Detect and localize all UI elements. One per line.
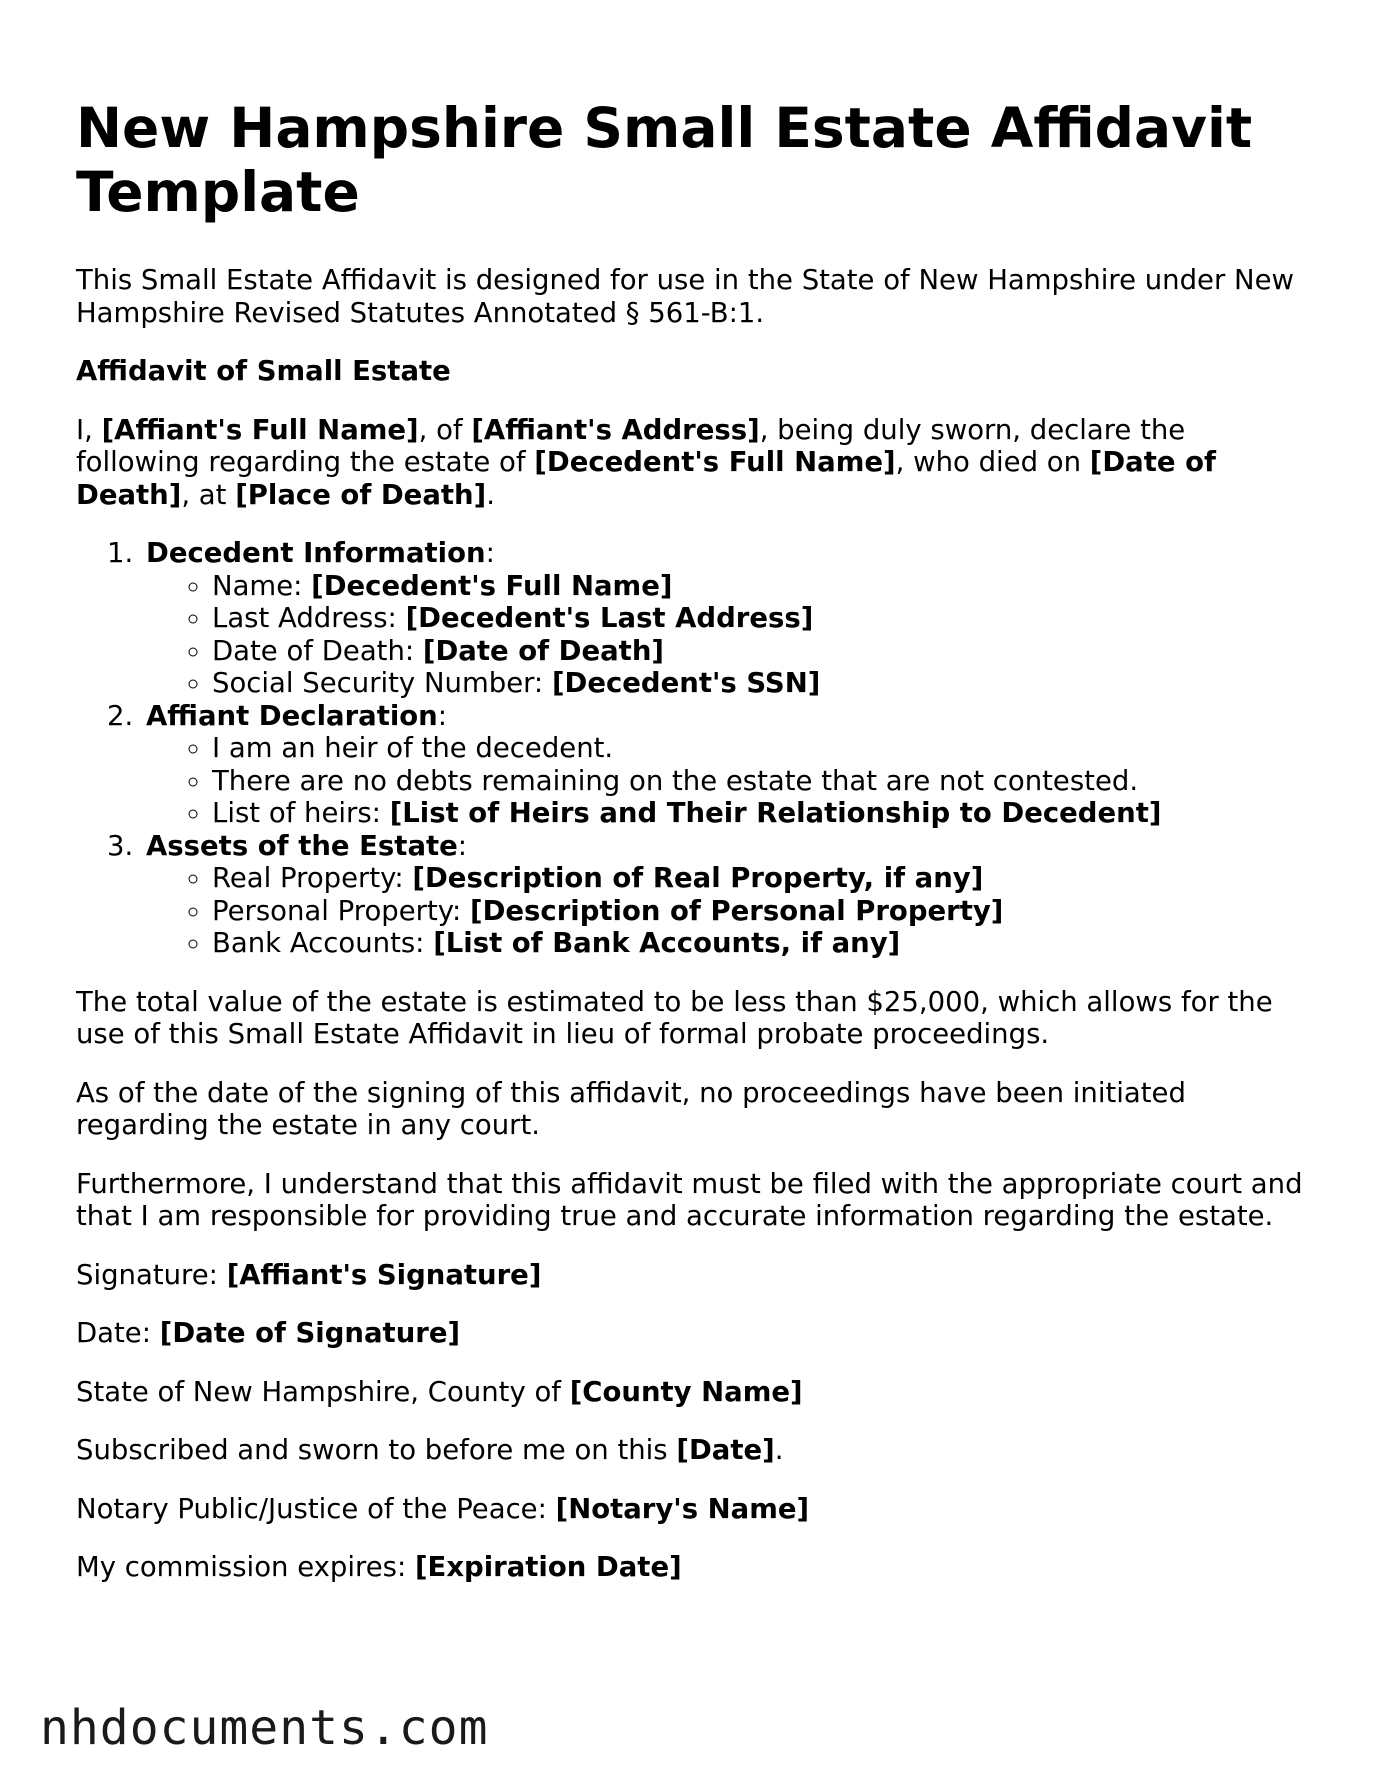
notary-line: Notary Public/Justice of the Peace: [Notary's Name] <box>76 1492 810 1525</box>
proceedings-paragraph: As of the date of the signing of this affidavit, no proceedings have been initiated regarding the estate in any court. <box>76 1076 1186 1141</box>
section-affiant-declaration: 2. Affiant Declaration: ◦ I am an heir of the decedent. ◦ There are no debts remaining on the estate that are not contested. ◦ List of heirs: [List of Heirs and Their Relationship to Decedent] <box>142 700 1316 830</box>
section-decedent-information: 1. Decedent Information: ◦ Name: [Decedent's Full Name] ◦ Last Address: [Decedent's Last Address] ◦ Date of Death: [Date of Death] ◦ Social Security Number: [Decedent's SSN] <box>142 537 1316 700</box>
county-line: State of New Hampshire, County of [County Name] <box>76 1375 803 1408</box>
document-page <box>76 96 1316 1610</box>
affiant-address-placeholder: [Affiant's Address] <box>471 413 760 446</box>
list-item: ◦ Date of Death: [Date of Death] <box>212 635 1316 668</box>
list-item: ◦ Personal Property: [Description of Personal Property] <box>212 895 1316 928</box>
decedent-name-placeholder: [Decedent's Full Name] <box>534 446 896 478</box>
list-item: ◦ Real Property: [Description of Real Property, if any] <box>212 862 1316 895</box>
furthermore-paragraph: Furthermore, I understand that this affidavit must be filed with the appropriate court and that I am responsible for providing true and accurate information regarding the estate. <box>76 1167 1303 1232</box>
assets-list <box>146 862 1316 960</box>
list-item: ◦ I am an heir of the decedent. <box>212 732 1316 765</box>
affiant-name-placeholder: [Affiant's Full Name] <box>101 413 419 446</box>
sworn-line: Subscribed and sworn to before me on this [Date]. <box>76 1434 784 1466</box>
site-watermark: nhdocuments.com <box>40 1700 489 1756</box>
date-line: Date: [Date of Signature] <box>76 1317 461 1349</box>
section-assets-of-estate: 3. Assets of the Estate: ◦ Real Property: [Description of Real Property, if any] ◦ Personal Property: [Description of Personal Property] ◦ Bank Accounts: [List of Bank Accounts, if any] <box>142 830 1316 960</box>
list-item: ◦ There are no debts remaining on the estate that are not contested. <box>212 765 1316 798</box>
list-item: ◦ Social Security Number: [Decedent's SSN] <box>212 667 1316 700</box>
signature-line: Signature: [Affiant's Signature] <box>76 1258 542 1291</box>
list-item: ◦ Last Address: [Decedent's Last Address] <box>212 602 1316 635</box>
document-title: New Hampshire Small Estate Affidavit Template <box>76 96 1253 224</box>
list-item: ◦ Bank Accounts: [List of Bank Accounts, if any] <box>212 927 1316 960</box>
estate-value-paragraph: The total value of the estate is estimated to be less than $25,000, which allows for the use of this Small Estate Affidavit in lieu of formal probate proceedings. <box>76 985 1273 1050</box>
list-item: ◦ List of heirs: [List of Heirs and Their Relationship to Decedent] <box>212 797 1316 830</box>
sections-list <box>76 537 1316 960</box>
decedent-info-list <box>146 570 1316 700</box>
date-of-death-placeholder: [Date of Death] <box>76 446 1216 511</box>
list-item: ◦ Name: [Decedent's Full Name] <box>212 570 1316 603</box>
affidavit-heading: Affidavit of Small Estate <box>76 355 451 387</box>
commission-line: My commission expires: [Expiration Date] <box>76 1551 682 1583</box>
declaration-paragraph: I, [Affiant's Full Name], of [Affiant's Address], being duly sworn, declare the following regarding the estate of [Decedent's Full Name], who died on [Date of Death], at [Place of Death]. <box>76 413 1216 511</box>
intro-paragraph: This Small Estate Affidavit is designed for use in the State of New Hampshire under New Hampshire Revised Statutes Annotated § 561-B:1. <box>76 264 1294 329</box>
affiant-declaration-list <box>146 732 1316 830</box>
place-of-death-placeholder: [Place of Death] <box>235 478 487 511</box>
